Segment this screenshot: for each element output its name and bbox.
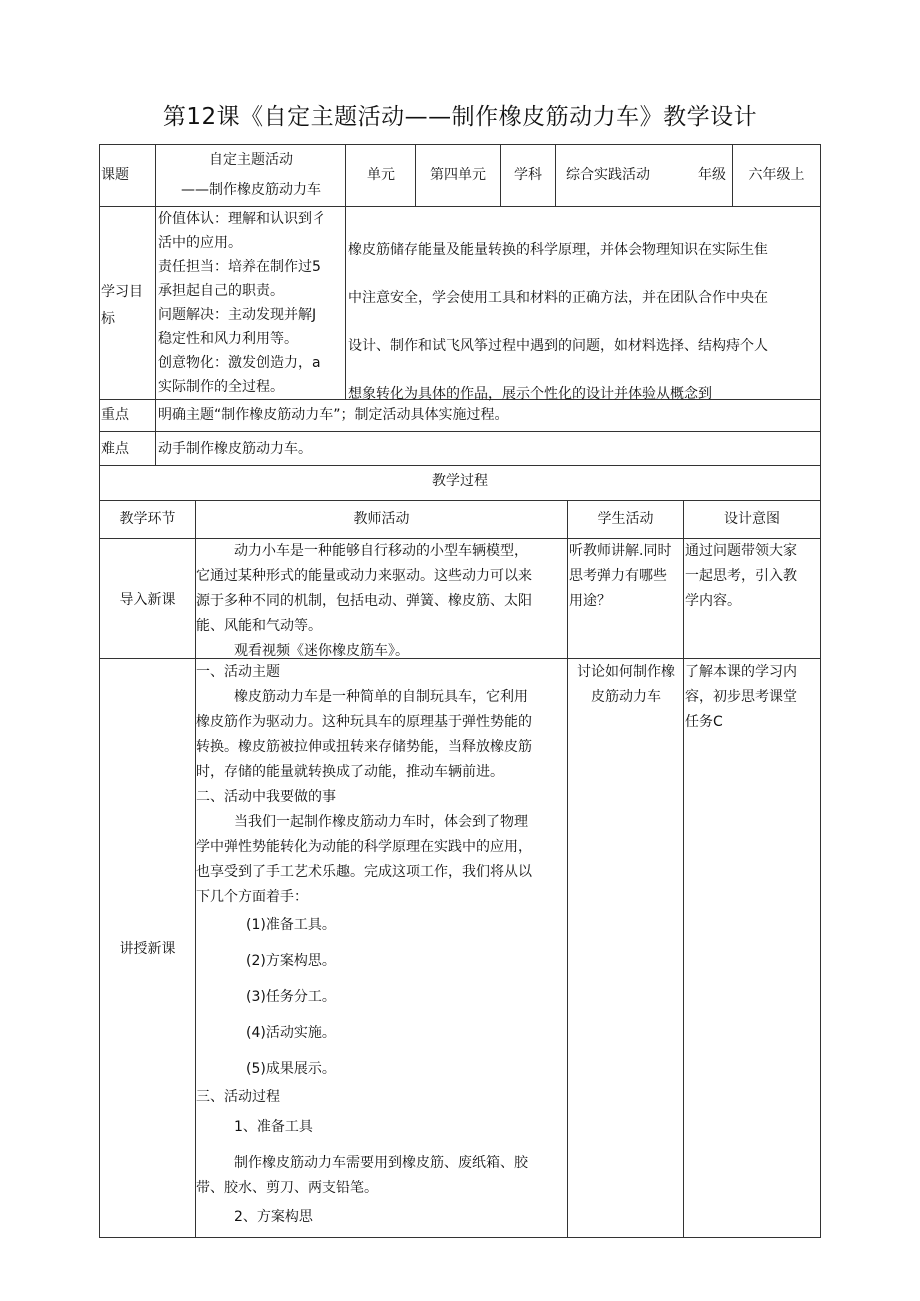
- paragraph-line: 学中弹性势能转化为动能的科学原理在实践中的应用，: [196, 839, 532, 855]
- lesson-intent-text: [685, 660, 819, 735]
- difficulty-label: 难点: [101, 441, 129, 457]
- paragraph-line: 能、风能和气动等。: [196, 618, 322, 634]
- goal-line: 责任担当：培养在制作过5: [158, 259, 321, 275]
- intro-student-text: [569, 539, 683, 614]
- student-line: 讨论如何制作橡: [577, 664, 675, 680]
- step-item: (2)方案构思。: [246, 953, 336, 969]
- table-rule: [555, 144, 556, 206]
- document-title: 第12课《自定主题活动——制作橡皮筋动力车》教学设计: [162, 104, 758, 130]
- goals-label-line-1: 学习目: [101, 284, 143, 300]
- paragraph-line: 橡皮筋动力车是一种简单的自制玩具车，它利用: [234, 689, 528, 705]
- paragraph-line: 当我们一起制作橡皮筋动力车时，体会到了物理: [234, 814, 528, 830]
- table-rule: [99, 500, 821, 501]
- lesson-teacher-text: [196, 660, 568, 910]
- grade-value: 六年级上: [748, 167, 805, 183]
- goals-right-text: [348, 226, 819, 418]
- section-3-title: 三、活动过程: [196, 1089, 280, 1105]
- grade-label: 年级: [698, 167, 726, 183]
- lesson-student-text: [569, 660, 683, 710]
- step-item: (1)准备工具。: [246, 917, 336, 933]
- subject-value: 综合实践活动: [566, 167, 650, 183]
- difficulty-text: 动手制作橡皮筋动力车。: [158, 441, 312, 457]
- goals-label-line-2: 标: [101, 311, 115, 327]
- intent-line: 通过问题带领大家: [685, 543, 797, 559]
- column-intent: 设计意图: [724, 511, 780, 527]
- intent-line: 任务C: [685, 714, 723, 730]
- table-rule: [99, 431, 821, 432]
- topic-line-2: ——制作橡皮筋动力车: [181, 182, 321, 198]
- paragraph-line: 动力小车是一种能够自行移动的小型车辆模型，: [234, 543, 528, 559]
- key-point-text: 明确主题“制作橡皮筋动力车”；制定活动具体实施过程。: [158, 407, 509, 423]
- intro-teacher-text: [196, 539, 568, 664]
- paragraph-line: 带、胶水、剪刀、两支铅笔。: [196, 1180, 378, 1196]
- table-rule: [99, 465, 821, 466]
- table-border-left: [99, 144, 100, 1238]
- paragraph-line: 也享受到了手工艺术乐趣。完成这项工作，我们将从以: [196, 864, 532, 880]
- key-point-label: 重点: [101, 407, 129, 423]
- goal-line: 创意物化：激发创造力，a: [158, 355, 321, 371]
- goal-line: 实际制作的全过程。: [158, 379, 284, 395]
- student-line: 思考弹力有哪些: [569, 568, 667, 584]
- section-title: 一、活动主题: [196, 664, 280, 680]
- student-line: 听教师讲解.同时: [569, 543, 672, 559]
- goal-line: 中注意安全，学会使用工具和材料的正确方法，并在团队合作中央在: [348, 290, 768, 306]
- table-border-right: [820, 144, 821, 1238]
- paragraph-line: 下几个方面着手：: [196, 889, 308, 905]
- paragraph-line: 时，存储的能量就转换成了动能，推动车辆前进。: [196, 764, 504, 780]
- intro-stage: 导入新课: [119, 592, 176, 608]
- goals-left-text: [158, 207, 344, 399]
- process-title: 教学过程: [432, 473, 488, 489]
- student-line: 用途？: [569, 593, 611, 609]
- column-student: 学生活动: [597, 511, 654, 527]
- step-item: (5)成果展示。: [246, 1061, 336, 1077]
- goal-line: 橡皮筋储存能量及能量转换的科学原理，并体会物理知识在实际生隹: [348, 242, 768, 258]
- paragraph-line: 转换。橡皮筋被拉伸或扭转来存储势能，当释放橡皮筋: [196, 739, 532, 755]
- column-stage: 教学环节: [119, 511, 176, 527]
- section-title: 二、活动中我要做的事: [196, 789, 336, 805]
- intent-line: 容，初步思考课堂: [685, 689, 797, 705]
- goal-line: 价值体认：理解和认识到彳: [158, 211, 326, 227]
- student-line: 皮筋动力车: [591, 689, 661, 705]
- paragraph-line: 观看视频《迷你橡皮筋车》。: [234, 643, 409, 659]
- sub-1-text: [196, 1151, 568, 1201]
- sub-2-title: 2、方案构思: [234, 1209, 313, 1225]
- sub-1-title: 1、准备工具: [234, 1119, 313, 1135]
- lesson-stage: 讲授新课: [119, 941, 176, 957]
- unit-label: 单元: [367, 167, 395, 183]
- intent-line: 一起思考，引入教: [685, 568, 797, 584]
- topic-label: 课题: [101, 167, 129, 183]
- paragraph-line: 橡皮筋作为驱动力。这种玩具车的原理基于弹性势能的: [196, 714, 532, 730]
- goal-line: 承担起自己的职责。: [158, 283, 284, 299]
- goal-line: 稳定性和风力利用等。: [158, 331, 298, 347]
- step-item: (3)任务分工。: [246, 989, 336, 1005]
- step-item: (4)活动实施。: [246, 1025, 336, 1041]
- table-border-top: [99, 144, 821, 145]
- intent-line: 了解本课的学习内: [685, 664, 797, 680]
- intent-line: 学内容。: [685, 593, 741, 609]
- table-border-bottom: [99, 1237, 821, 1238]
- paragraph-line: 它通过某种形式的能量或动力来驱动。这些动力可以来: [196, 568, 532, 584]
- table-rule: [683, 500, 684, 1238]
- goal-line: 设计、制作和试飞风筝过程中遇到的问题，如材料选择、结构痔个人: [348, 338, 768, 354]
- paragraph-line: 源于多种不同的机制，包括电动、弹簧、橡皮筋、太阳: [196, 593, 532, 609]
- goal-line: 问题解决：主动发现并解J: [158, 307, 317, 323]
- paragraph-line: 制作橡皮筋动力车需要用到橡皮筋、废纸箱、胶: [234, 1155, 528, 1171]
- column-teacher: 教师活动: [353, 511, 410, 527]
- goal-line: 活中的应用。: [158, 235, 242, 251]
- topic-line-1: 自定主题活动: [209, 152, 293, 168]
- steps-list: [196, 907, 568, 1087]
- subject-label: 学科: [514, 167, 542, 183]
- unit-value: 第四单元: [430, 167, 486, 183]
- goal-line: 想象转化为具体的作品，展示个性化的设计并体验从概念到: [348, 386, 712, 402]
- intro-intent-text: [685, 539, 819, 614]
